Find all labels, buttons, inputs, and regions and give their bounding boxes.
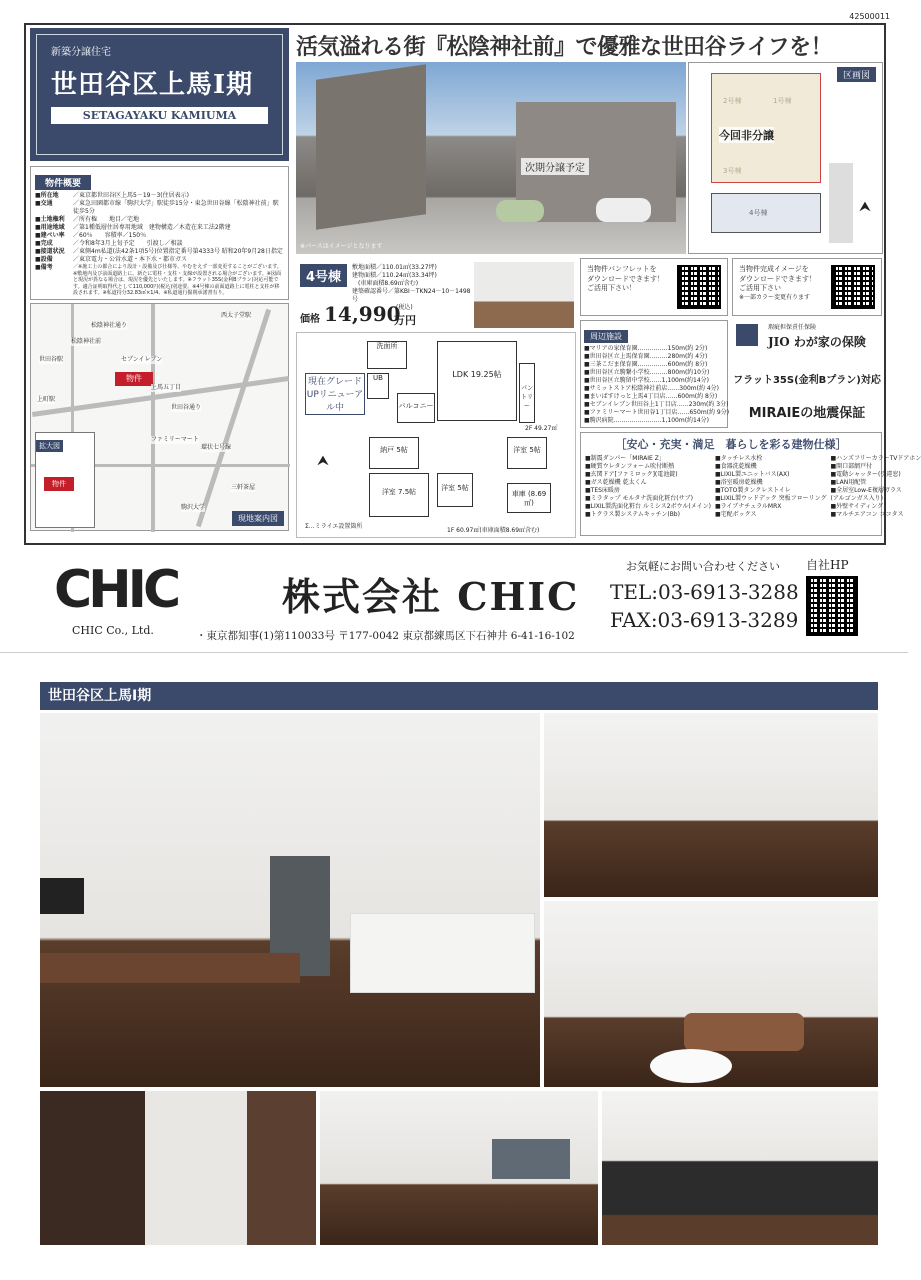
overview-row	[35, 248, 284, 256]
spec-item: ■TOTO製タンクレストイレ	[714, 487, 791, 494]
room-washroom: 洗面所	[367, 341, 407, 369]
overview-row	[35, 200, 284, 216]
category-label: 新築分譲住宅	[51, 47, 111, 58]
nearby-item: ■三茶こだま保育園……………600m(約 8分)	[584, 361, 708, 368]
room-western-1: 洋室 7.5帖	[369, 473, 429, 517]
site-area: 敷地面積／110.01㎡(33.27坪)	[352, 264, 437, 271]
overview-value: ／所有権 地目／宅地	[73, 216, 140, 223]
entrance-photo	[40, 1091, 316, 1245]
company-sub: CHIC Co., Ltd.	[72, 624, 154, 637]
spec-item: ■制震ダンパー「MIRAIE Z」	[585, 455, 665, 462]
spec-item: ■LIXIL製ユニットバス(AX)	[714, 471, 790, 478]
floor-area: 建物面積／110.24㎡(33.34坪)	[352, 272, 437, 279]
overview-value: ／令和8年3月上旬予定 引渡し／相談	[73, 240, 183, 247]
overview-value: ／東急田園都市線「駒沢大学」駅徒歩15分・東急世田谷線「松陰神社前」駅徒歩5分	[73, 200, 279, 215]
unit-info	[296, 258, 576, 330]
map-label: 上町駅	[37, 396, 56, 403]
price-unit: 万円	[394, 314, 416, 327]
map-enlarge-inset	[35, 432, 95, 528]
headline: 活気溢れる街『松陰神社前』で優雅な世田谷ライフを！	[296, 35, 833, 60]
company-tel: TEL:03-6913-3288	[610, 580, 799, 604]
overview-key: ■接道状況	[35, 248, 65, 255]
spec-item: ■LIXIL製ウッドデック 突板フローリング	[714, 495, 827, 502]
insurance-caption: 瑕疵担保責任保険	[768, 324, 817, 331]
overview-row	[35, 264, 284, 297]
specs-column-2	[715, 455, 827, 519]
lot-2: 2号棟	[723, 97, 742, 105]
room-storage: 納戸 5帖	[369, 437, 419, 469]
spec-item: ■トクラス製システムキッチン(Bb)	[585, 511, 680, 518]
map-label: 世田谷通り	[171, 404, 202, 411]
overview-row	[35, 216, 284, 224]
spec-item: ■浴室暖房乾燥機	[714, 479, 763, 486]
overview-value: ／東側4m私道(法42条1項5号)位置指定番号第4333号 昭和20年9月28日指定	[73, 248, 283, 255]
spec-item: ■食器洗乾燥機	[714, 463, 757, 470]
living-photo-small	[474, 262, 574, 328]
overview-key: ■交通	[35, 200, 53, 207]
specs-column-1	[585, 455, 711, 519]
nearby-item: ■世田谷区立上馬保育園………280m(約 4分)	[584, 353, 708, 360]
map-label: 環状七号線	[201, 444, 232, 451]
compass-north-icon: ⮝	[859, 199, 871, 215]
washroom-photo	[602, 1091, 878, 1245]
spec-item: (アルゴンガス入り)	[830, 495, 883, 502]
nearby-item: ■まいばすけっと上馬4丁目店……600m(約 8分)	[584, 393, 718, 400]
completion-text-1: 当物件完成イメージを	[739, 265, 809, 273]
room-garage: 車庫 (8.69㎡)	[507, 483, 551, 513]
jio-logo-icon	[736, 324, 758, 346]
map-property-marker: 物件	[115, 372, 153, 386]
price-value: 14,990	[324, 302, 401, 326]
permit-number: 建築確認番号／第KBI－TKN24－10－1498号	[352, 288, 471, 303]
spec-item: ■ガス乾燥機 乾太くん	[585, 479, 647, 486]
living-photo-2	[544, 901, 878, 1087]
company-name: 株式会社 CHIC	[282, 574, 580, 619]
spec-item: ■マルチエアコン ココタス	[830, 511, 904, 518]
spec-item: ■玄関ドア[ファミロック](電池錠)	[585, 471, 678, 478]
specs-title: ［安心・充実・満足 暮らしを彩る建物仕様］	[615, 438, 847, 451]
map-label: 駒沢大学	[181, 504, 206, 511]
overview-table	[35, 192, 284, 297]
overview-row	[35, 256, 284, 264]
contact-label: お気軽にお問い合わせください	[626, 560, 780, 573]
spec-item: ■電動シャッター(引違窓)	[830, 471, 901, 478]
upgrade-notice: 現在グレードUPリニューアル中	[305, 373, 365, 415]
overview-value: ／※施工上の都合により設計・設備及び仕様等、やむをえず一部変更することがございます。※敷地内及び前面道路上に、新たに電柱・支柱・支線が設置される場合がございます。※図面と現況が異なる場合は、現況を優先といたします。※フラット35S(金利Bプラン)対応可能です。適合証明取得代として110,000円(税込)別途要。※4号棟の前面道路上に電柱と支柱が移設されます。※私道持分32.83㎡×1/4、※私道通行掘削承諾書有り。	[73, 264, 282, 296]
nearby-item: ■駒沢病院……………………1,100m(約14分)	[584, 417, 710, 424]
completion-text-2: ダウンロードできます！	[739, 274, 816, 283]
overview-key: ■完成	[35, 240, 53, 247]
pamphlet-text-1: 当物件パンフレットを	[587, 265, 657, 273]
overview-row	[35, 192, 284, 200]
dining-table-shape	[40, 953, 300, 983]
spec-item: ■タッチレス水栓	[714, 455, 763, 462]
perspective-note: ※パースはイメージとなります	[300, 243, 383, 250]
completion-text-3: ご活用下さい	[739, 284, 781, 292]
overview-row	[35, 240, 284, 248]
spec-item: ■LAN用配管	[830, 479, 867, 486]
specs-column-3	[831, 455, 921, 519]
overview-key: ■所在地	[35, 192, 59, 199]
pamphlet-qr-code[interactable]	[677, 265, 721, 309]
spec-item: ■全居室Low-E複層ガラス	[830, 487, 902, 494]
kitchen-photo	[320, 1091, 598, 1245]
room-bath: UB	[367, 373, 389, 399]
overview-row	[35, 232, 284, 240]
garage-note: (車庫面積8.69㎡含む)	[358, 280, 419, 287]
insurance-brand: JIO わが家の保険	[768, 335, 866, 349]
overview-value: ／東京都世田谷区上馬5－19－3(住居表示)	[73, 192, 189, 199]
room-western-3: 洋室 5帖	[507, 437, 547, 469]
section-divider	[0, 652, 908, 653]
pamphlet-text-3: ご活用下さい！	[587, 284, 636, 292]
overview-value: ／60％ 容積率／150％	[73, 232, 147, 239]
nearby-item: ■マリアの家保育園……………150m(約 2分)	[584, 345, 708, 352]
nearby-item: ■世田谷区立駒留中学校……1,100m(約14分)	[584, 377, 710, 384]
nearby-title: 周辺施設	[584, 330, 628, 343]
plot-plan-title: 区画図	[837, 67, 876, 82]
exterior-photo	[296, 62, 686, 254]
lot-4: 4号棟	[749, 209, 768, 217]
price-tax: (税込)	[396, 304, 413, 311]
nearby-box	[580, 320, 728, 428]
spec-item: ■開口部網戸付	[830, 463, 873, 470]
spec-item: ■外壁サイディング	[830, 503, 884, 510]
overview-value: ／第1種低層住居専用地域 建物構造／木造在来工法2階建	[73, 224, 231, 231]
room-western-2: 洋室 5帖	[437, 473, 473, 507]
map-caption: 現地案内図	[232, 511, 284, 526]
gallery-header	[40, 682, 878, 710]
floor-plan	[296, 332, 576, 538]
lot-1: 1号棟	[773, 97, 792, 105]
completion-text-4: ※一部カラー変更有ります	[739, 293, 811, 301]
map-label: 三軒茶屋	[231, 484, 256, 491]
insurance-block	[732, 322, 882, 352]
spec-item: ■ライブナチュラルMRX	[714, 503, 782, 510]
living-photo-1	[544, 713, 878, 897]
area-1f: 1F 60.97㎡(車庫面積8.69㎡含む)	[447, 527, 540, 534]
location-map	[30, 303, 289, 531]
floorplan-north-icon: ⮝	[317, 453, 329, 469]
map-label: 西太子堂駅	[221, 312, 252, 319]
specs-box	[580, 432, 921, 536]
pamphlet-box	[580, 258, 728, 316]
overview-value: ／東京電力・公営水道・本下水・都市ガス	[73, 256, 188, 263]
overview-key: ■備考	[35, 264, 53, 271]
room-ldk: LDK 19.25帖	[437, 341, 517, 421]
overview-row	[35, 224, 284, 232]
ldk-main-photo	[40, 713, 540, 1087]
company-logo: CHIC	[54, 560, 178, 620]
plot-center-label: 今回非分譲	[719, 129, 774, 142]
room-balcony: バルコニー	[397, 393, 435, 423]
map-label: 上馬五丁目	[151, 384, 182, 391]
overview-key: ■土地権利	[35, 216, 65, 223]
nearby-item: ■世田谷区立駒繋小学校………800m(約10分)	[584, 369, 710, 376]
overview-key: ■用途地域	[35, 224, 65, 231]
overview-key: ■設備	[35, 256, 53, 263]
sofa-shape	[684, 1013, 804, 1051]
room-pantry: パントリー	[519, 363, 535, 423]
nearby-list	[584, 345, 730, 425]
nearby-item: ■サミットストア松陰神社前店……300m(約 4分)	[584, 385, 720, 392]
map-label: 世田谷駅	[39, 356, 64, 363]
map-label: 松陰神社前	[71, 338, 102, 345]
spec-item: ■ミラタップ モルタナ洗面化粧台(サブ)	[585, 495, 693, 502]
company-fax: FAX:03-6913-3289	[610, 608, 799, 632]
hp-label: 自社HP	[806, 558, 849, 572]
gallery-title: 世田谷区上馬Ⅰ期	[48, 688, 152, 704]
miraie-label: MIRAIEの地震保証	[748, 406, 866, 421]
nearby-item: ■セブンイレブン世田谷上1丁目店……230m(約 3分)	[584, 401, 729, 408]
doc-number: 42500011	[849, 12, 890, 21]
company-hp-qr-code[interactable]	[806, 576, 858, 636]
price-label: 価格	[300, 314, 320, 325]
map-label: セブンイレブン	[121, 356, 163, 363]
property-title: 世田谷区上馬Ⅰ期	[51, 70, 254, 100]
company-license: ・東京都知事(1)第110033号 〒177-0042 東京都練馬区下石神井 6-41-16-102	[196, 630, 575, 642]
overview-box	[30, 166, 289, 300]
spec-item: ■TES床暖房	[585, 487, 620, 494]
spec-item: ■ハンズフリーカラーTVドアホン	[830, 455, 921, 462]
spec-item: ■硬質ウレタンフォーム吹付断熱	[585, 463, 675, 470]
lot-3: 3号棟	[723, 167, 742, 175]
tv-shape	[40, 878, 84, 914]
flat35-label: フラット35S(金利Bプラン)対応	[733, 375, 881, 386]
title-block	[30, 28, 289, 161]
overview-title: 物件概要	[35, 175, 91, 190]
enlarge-label: 拡大図	[36, 440, 63, 452]
plot-plan	[688, 62, 883, 254]
area-2f: 2F 49.27㎡	[525, 425, 558, 432]
window-shape	[492, 1139, 570, 1179]
completion-box	[732, 258, 882, 316]
completion-qr-code[interactable]	[831, 265, 875, 309]
pamphlet-text-2: ダウンロードできます！	[587, 274, 664, 283]
spec-item: ■宅配ボックス	[714, 511, 757, 518]
next-phase-caption: 次期分譲予定	[521, 158, 589, 175]
map-label: 松陰神社通り	[91, 322, 128, 329]
kitchen-counter-shape	[350, 913, 535, 993]
nearby-item: ■ファミリーマート世田谷1丁目店……650m(約 9分)	[584, 409, 730, 416]
property-romaji: SETAGAYAKU KAMIUMA	[51, 107, 268, 124]
unit-name: 4号棟	[300, 264, 347, 287]
overview-key: ■建ぺい率	[35, 232, 65, 239]
miraie-legend: Σ…ミライエ設置箇所	[305, 523, 363, 530]
spec-item: ■LIXIL製洗面化粧台 ルミシス2ボウル(メイン)	[585, 503, 711, 510]
map-label: ファミリーマート	[151, 436, 199, 443]
coffee-table-shape	[650, 1049, 732, 1083]
enlarge-property-marker: 物件	[44, 477, 74, 491]
